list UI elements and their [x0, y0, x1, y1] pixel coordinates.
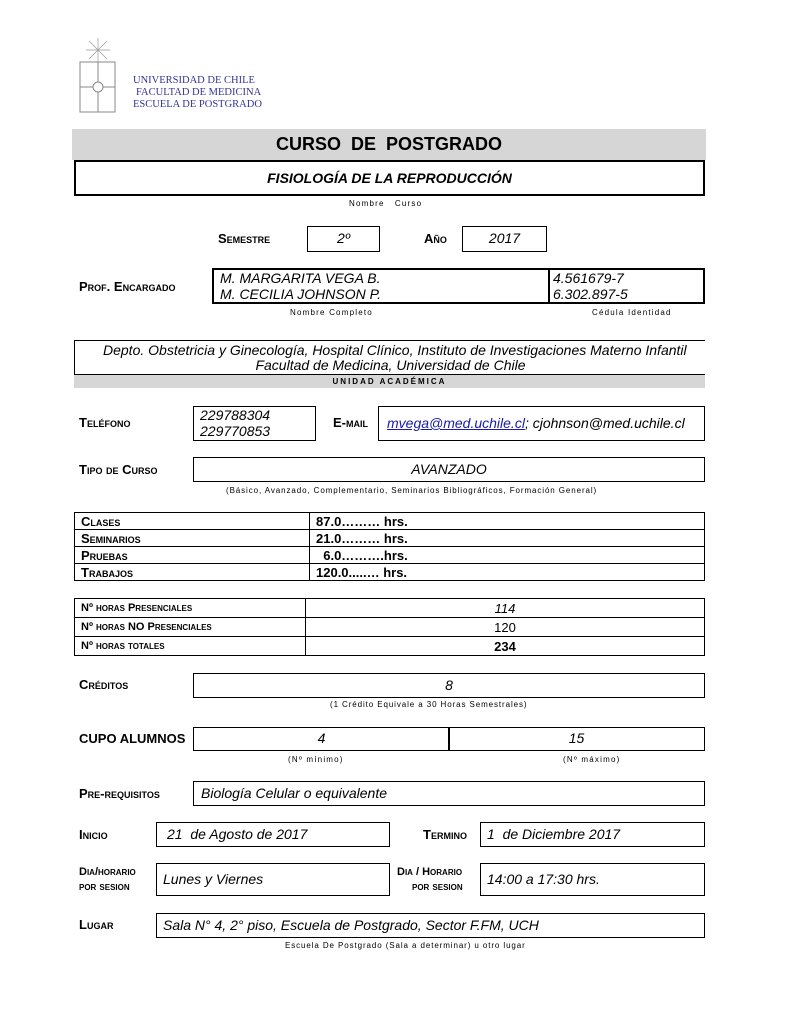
cupo-min-caption: (Nº mínimo) — [288, 755, 344, 764]
unidad-line-2: Facultad de Medicina, Universidad de Chile — [255, 357, 526, 373]
telefono-field — [193, 406, 316, 441]
termino-label: Termino — [423, 827, 467, 842]
horas-table — [74, 512, 705, 581]
lugar-field: Sala N° 4, 2° piso, Escuela de Postgrado, Sector F.FM, UCH — [156, 913, 705, 938]
horas-label: Pruebas — [75, 547, 310, 564]
prof-id-caption: Cédula Identidad — [592, 308, 672, 317]
unidad-line-1: Depto. Obstetricia y Ginecología, Hospital Clínico, Instituto de Investigaciones Materno Infantil — [103, 342, 687, 358]
creditos-field: 8 — [193, 673, 705, 698]
horas-label: Seminarios — [75, 530, 310, 547]
semestre-label: Semestre — [218, 231, 271, 246]
anio-field: 2017 — [462, 226, 547, 252]
horas-value: 87.0……… hrs. — [310, 513, 705, 530]
prof-id-2: 6.302.897-5 — [553, 286, 628, 302]
prereq-field: Biología Celular o equivalente — [193, 781, 705, 806]
cupo-min-field: 4 — [193, 727, 450, 751]
prof-name-2: M. CECILIA JOHNSON P. — [220, 286, 382, 302]
prof-id-1: 4.561679-7 — [553, 270, 624, 286]
semestre-field: 2º — [307, 226, 380, 252]
tipo-label: Tipo de Curso — [79, 462, 158, 477]
unidad-caption: UNIDAD ACADÉMICA — [74, 375, 705, 388]
page-title: CURSO DE POSTGRADO — [72, 129, 706, 160]
prof-field — [212, 268, 705, 304]
creditos-label: Créditos — [79, 677, 129, 692]
dia1-field: Lunes y Viernes — [156, 863, 390, 896]
cupo-label: CUPO ALUMNOS — [79, 731, 186, 746]
horas-value: 120.0.....… hrs. — [310, 564, 705, 581]
anio-label: Año — [424, 231, 447, 246]
horas-label: Clases — [75, 513, 310, 530]
telefono-2: 229770853 — [200, 423, 271, 439]
inicio-label: Inicio — [79, 827, 108, 842]
telefono-1: 229788304 — [200, 407, 271, 423]
email-rest: ; cjohnson@med.uchile.cl — [524, 415, 685, 431]
dia1-label-2: por sesion — [79, 881, 130, 893]
university-name: UNIVERSIDAD DE CHILE — [133, 75, 255, 86]
horas-label: Trabajos — [75, 564, 310, 581]
email-field — [378, 406, 705, 441]
cupo-max-caption: (Nº máximo) — [563, 755, 621, 764]
prereq-label: Pre-requisitos — [79, 786, 160, 801]
telefono-label: Teléfono — [79, 415, 131, 430]
horas-value: 21.0……… hrs. — [310, 530, 705, 547]
lugar-label: Lugar — [79, 917, 114, 932]
totales-label: Nº horas Presenciales — [75, 599, 306, 618]
dia1-label-1: Dia/horario — [79, 866, 136, 878]
dia2-field: 14:00 a 17:30 hrs. — [480, 863, 705, 896]
email-label: E-mail — [333, 415, 368, 430]
totales-value: 120 — [306, 618, 705, 637]
email-link[interactable]: mvega@med.uchile.cl — [387, 415, 525, 431]
totales-value: 234 — [306, 637, 705, 656]
faculty-name: FACULTAD DE MEDICINA — [136, 87, 262, 98]
dia2-label-2: por sesion — [412, 881, 463, 893]
termino-field: 1 de Diciembre 2017 — [480, 822, 705, 847]
horas-value: 6.0……….hrs. — [310, 547, 705, 564]
totales-label: Nº horas totales — [75, 637, 306, 656]
unidad-field — [74, 340, 705, 375]
tipo-caption: (Básico, Avanzado, Complementario, Seminarios Bibliográficos, Formación General) — [226, 486, 598, 495]
course-name-field: FISIOLOGÍA DE LA REPRODUCCIÓN — [74, 160, 705, 196]
prof-name-caption: Nombre Completo — [290, 308, 373, 317]
totales-table — [74, 598, 705, 656]
dia2-label-1: Dia / Horario — [397, 866, 463, 878]
university-seal-logo — [78, 36, 118, 114]
totales-label: Nº horas NO Presenciales — [75, 618, 306, 637]
prof-label: Prof. Encargado — [79, 279, 176, 294]
prof-name-1: M. MARGARITA VEGA B. — [220, 270, 381, 286]
cupo-max-field: 15 — [448, 727, 705, 751]
tipo-field: AVANZADO — [193, 457, 705, 482]
school-name: ESCUELA DE POSTGRADO — [133, 99, 262, 110]
inicio-field: 21 de Agosto de 2017 — [156, 822, 390, 847]
totales-value: 114 — [306, 599, 705, 618]
lugar-caption: Escuela De Postgrado (Sala a determinar) u otro lugar — [285, 941, 526, 950]
creditos-caption: (1 Crédito Equivale a 30 Horas Semestrales) — [330, 700, 528, 709]
course-name-caption: Nombre Curso — [349, 199, 423, 208]
